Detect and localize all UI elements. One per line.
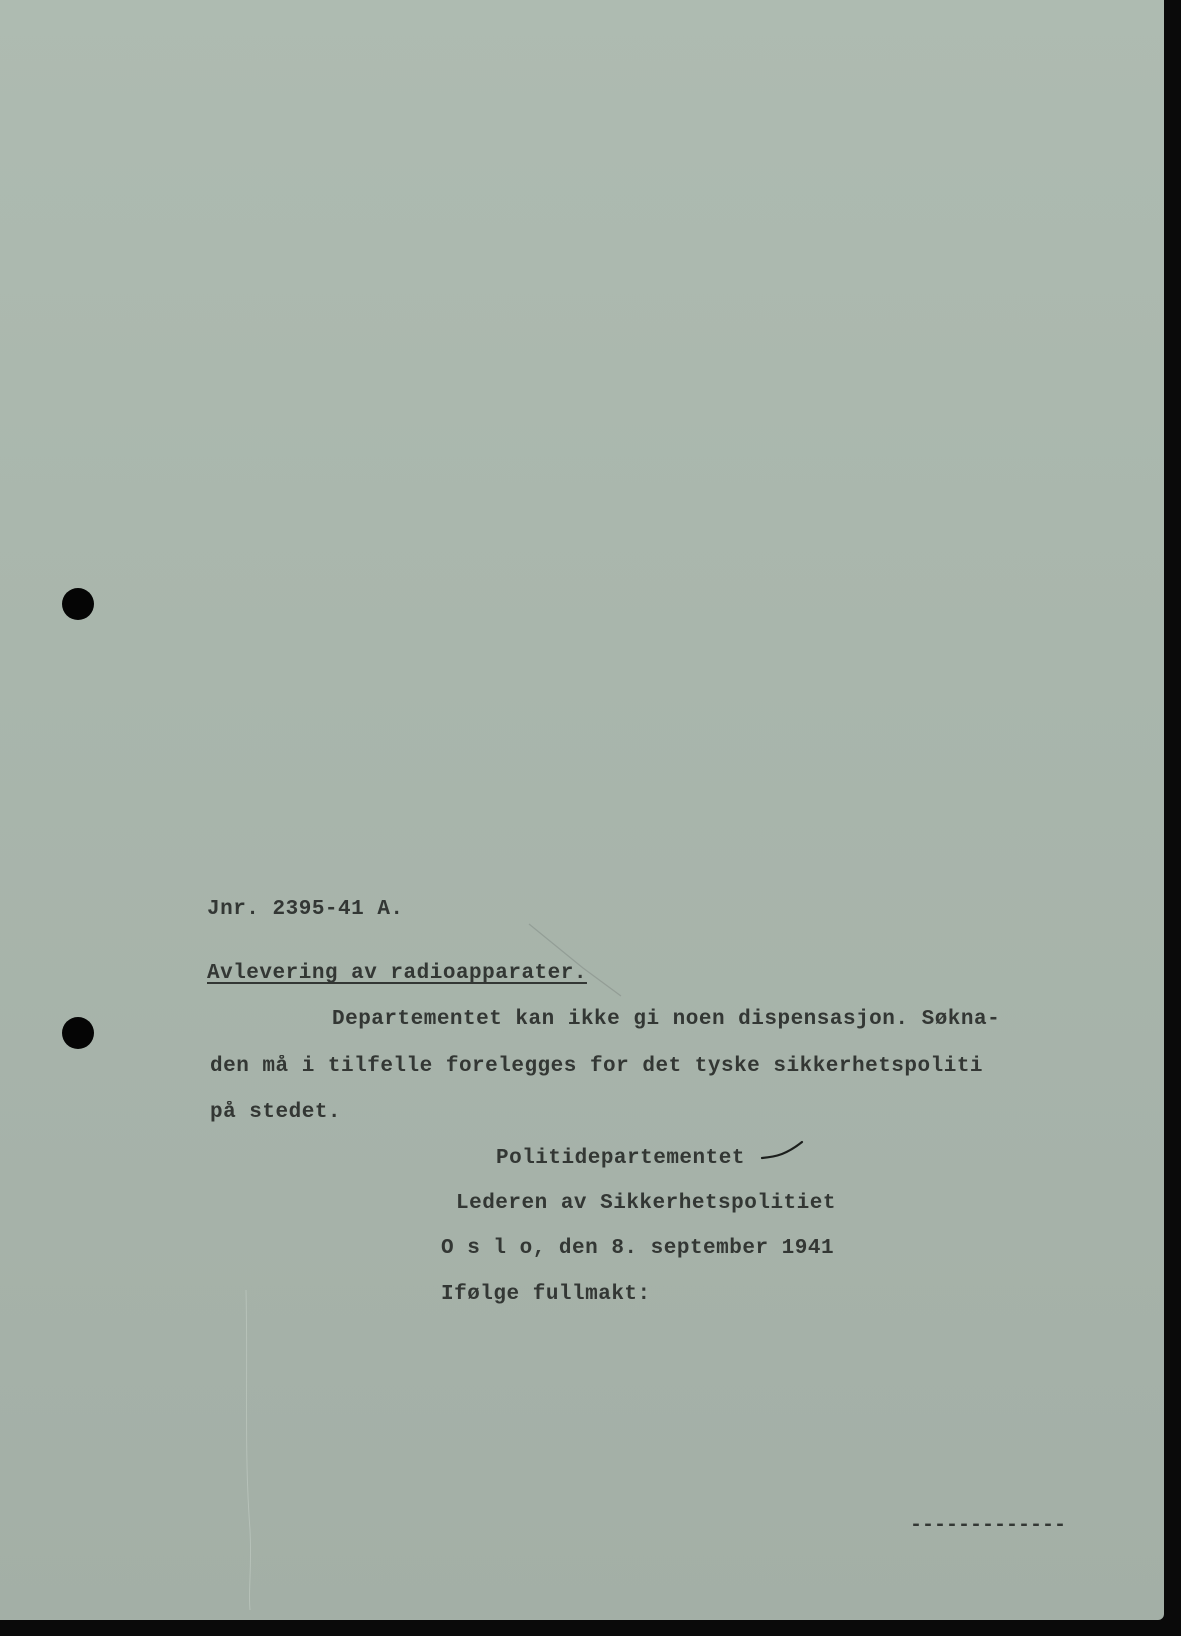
signature-leader: Lederen av Sikkerhetspolitiet xyxy=(456,1192,836,1215)
body-line: den må i tilfelle forelegges for det tyske sikkerhetspoliti xyxy=(210,1055,984,1078)
journal-number: Jnr. 2395-41 A. xyxy=(207,898,404,921)
punch-hole-top xyxy=(62,588,94,620)
body-line: Departementet kan ikke gi noen dispensasjon. Søkna- xyxy=(332,1008,1001,1031)
punch-hole-bottom xyxy=(62,1017,94,1049)
paper-crease-mark xyxy=(240,1290,260,1610)
body-line: på stedet. xyxy=(210,1101,342,1124)
pen-tick-mark xyxy=(760,1140,804,1162)
pencil-stroke-mark xyxy=(525,920,625,1000)
closing-rule: ------------- xyxy=(910,1514,1067,1537)
document-subject: Avlevering av radioapparater. xyxy=(207,962,587,985)
signature-authority: Ifølge fullmakt: xyxy=(441,1283,651,1306)
signature-department: Politidepartementet xyxy=(496,1147,745,1170)
signature-place-date: O s l o, den 8. september 1941 xyxy=(441,1237,835,1260)
